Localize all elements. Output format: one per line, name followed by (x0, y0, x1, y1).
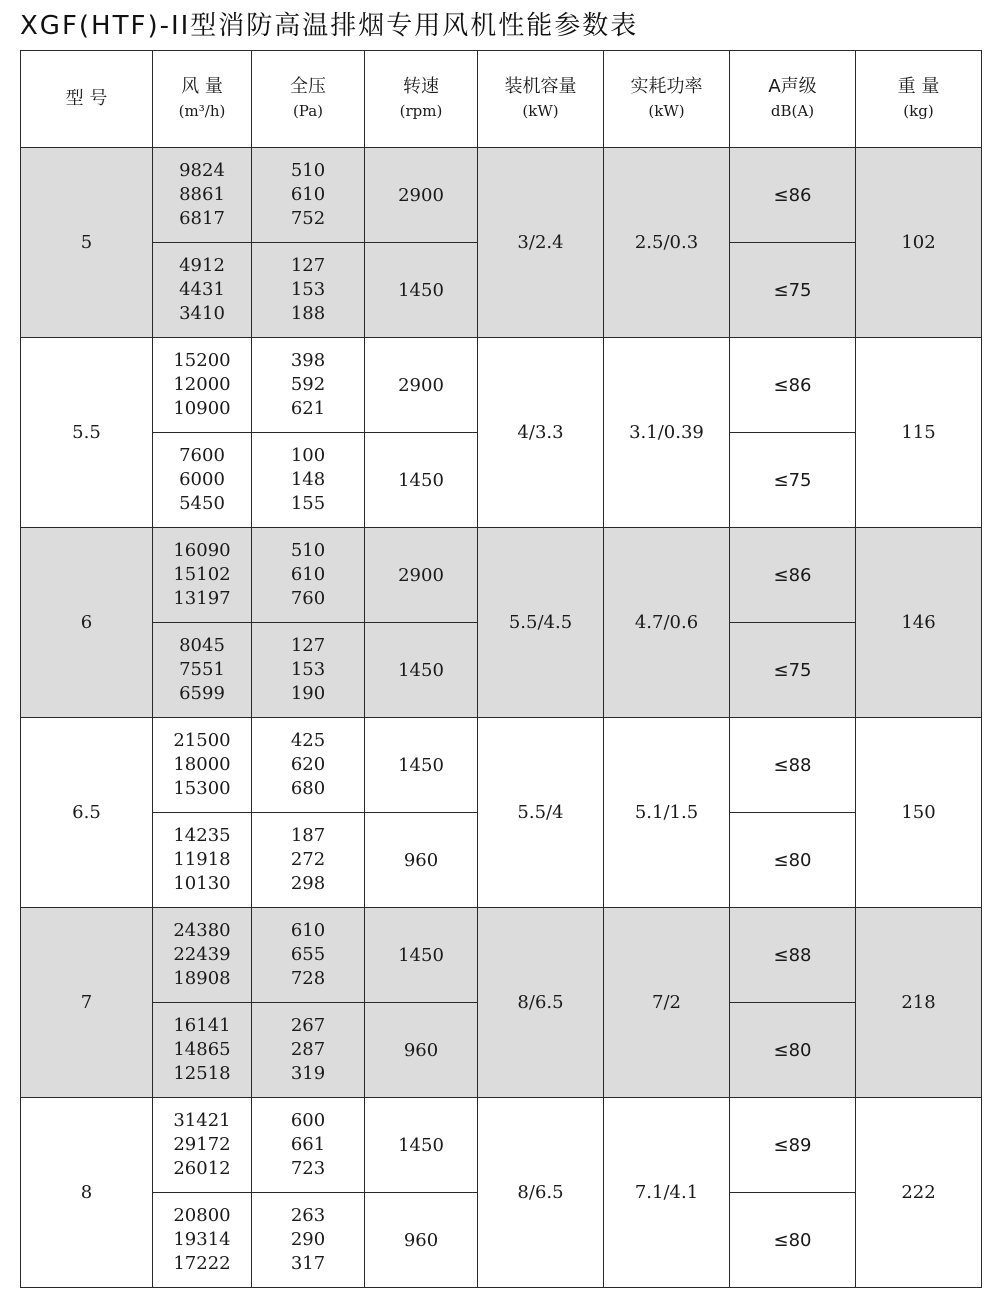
weight-cell: 218 (856, 908, 982, 1098)
weight-cell: 146 (856, 528, 982, 718)
capacity-cell: 8/6.5 (478, 908, 604, 1098)
performance-table (20, 50, 982, 1288)
flow-cell: 24380 22439 18908 (153, 908, 252, 1003)
capacity-cell: 5.5/4 (478, 718, 604, 908)
weight-cell: 115 (856, 338, 982, 528)
page-title: XGF(HTF)-II型消防高温排烟专用风机性能参数表 (20, 11, 639, 41)
flow-cell: 31421 29172 26012 (153, 1098, 252, 1193)
noise-cell: ≤75 (730, 243, 856, 338)
pressure-cell: 100 148 155 (252, 433, 365, 528)
pressure-cell: 425 620 680 (252, 718, 365, 813)
speed-cell: 960 (365, 813, 478, 908)
flow-cell: 20800 19314 17222 (153, 1193, 252, 1288)
speed-cell: 960 (365, 1193, 478, 1288)
noise-cell: ≤80 (730, 1193, 856, 1288)
pressure-cell: 510 610 760 (252, 528, 365, 623)
noise-cell: ≤88 (730, 908, 856, 1003)
flow-cell: 15200 12000 10900 (153, 338, 252, 433)
flow-cell: 8045 7551 6599 (153, 623, 252, 718)
model-cell: 6 (21, 528, 153, 718)
pressure-cell: 398 592 621 (252, 338, 365, 433)
weight-cell: 222 (856, 1098, 982, 1288)
noise-cell: ≤89 (730, 1098, 856, 1193)
noise-cell: ≤86 (730, 148, 856, 243)
flow-cell: 14235 11918 10130 (153, 813, 252, 908)
header-speed: 转速 (rpm) (365, 51, 478, 148)
noise-cell: ≤75 (730, 433, 856, 528)
speed-cell: 2900 (365, 338, 478, 433)
flow-cell: 16141 14865 12518 (153, 1003, 252, 1098)
capacity-cell: 5.5/4.5 (478, 528, 604, 718)
table-row (21, 718, 982, 813)
pressure-cell: 127 153 188 (252, 243, 365, 338)
power-cell: 2.5/0.3 (604, 148, 730, 338)
header-power: 实耗功率 (kW) (604, 51, 730, 148)
speed-cell: 2900 (365, 528, 478, 623)
header-capacity: 装机容量 (kW) (478, 51, 604, 148)
flow-cell: 7600 6000 5450 (153, 433, 252, 528)
model-cell: 5 (21, 148, 153, 338)
power-cell: 4.7/0.6 (604, 528, 730, 718)
flow-cell: 9824 8861 6817 (153, 148, 252, 243)
pressure-cell: 267 287 319 (252, 1003, 365, 1098)
header-row (21, 51, 982, 148)
flow-cell: 21500 18000 15300 (153, 718, 252, 813)
flow-cell: 4912 4431 3410 (153, 243, 252, 338)
header-flow: 风 量 (m³/h) (153, 51, 252, 148)
table-row (21, 148, 982, 243)
speed-cell: 1450 (365, 718, 478, 813)
power-cell: 3.1/0.39 (604, 338, 730, 528)
table-row (21, 908, 982, 1003)
pressure-cell: 510 610 752 (252, 148, 365, 243)
speed-cell: 1450 (365, 433, 478, 528)
weight-cell: 102 (856, 148, 982, 338)
model-cell: 5.5 (21, 338, 153, 528)
noise-cell: ≤75 (730, 623, 856, 718)
pressure-cell: 263 290 317 (252, 1193, 365, 1288)
model-cell: 7 (21, 908, 153, 1098)
header-model: 型 号 (21, 51, 153, 148)
speed-cell: 1450 (365, 1098, 478, 1193)
noise-cell: ≤86 (730, 528, 856, 623)
weight-cell: 150 (856, 718, 982, 908)
table-row (21, 338, 982, 433)
capacity-cell: 4/3.3 (478, 338, 604, 528)
capacity-cell: 8/6.5 (478, 1098, 604, 1288)
table-row (21, 528, 982, 623)
header-noise: A声级 dB(A) (730, 51, 856, 148)
model-cell: 8 (21, 1098, 153, 1288)
speed-cell: 1450 (365, 623, 478, 718)
speed-cell: 1450 (365, 243, 478, 338)
speed-cell: 1450 (365, 908, 478, 1003)
pressure-cell: 610 655 728 (252, 908, 365, 1003)
model-cell: 6.5 (21, 718, 153, 908)
noise-cell: ≤80 (730, 1003, 856, 1098)
power-cell: 7.1/4.1 (604, 1098, 730, 1288)
speed-cell: 960 (365, 1003, 478, 1098)
pressure-cell: 187 272 298 (252, 813, 365, 908)
noise-cell: ≤86 (730, 338, 856, 433)
capacity-cell: 3/2.4 (478, 148, 604, 338)
power-cell: 5.1/1.5 (604, 718, 730, 908)
header-pressure: 全压 (Pa) (252, 51, 365, 148)
speed-cell: 2900 (365, 148, 478, 243)
pressure-cell: 127 153 190 (252, 623, 365, 718)
table-row (21, 1098, 982, 1193)
noise-cell: ≤88 (730, 718, 856, 813)
header-weight: 重 量 (kg) (856, 51, 982, 148)
pressure-cell: 600 661 723 (252, 1098, 365, 1193)
noise-cell: ≤80 (730, 813, 856, 908)
power-cell: 7/2 (604, 908, 730, 1098)
flow-cell: 16090 15102 13197 (153, 528, 252, 623)
